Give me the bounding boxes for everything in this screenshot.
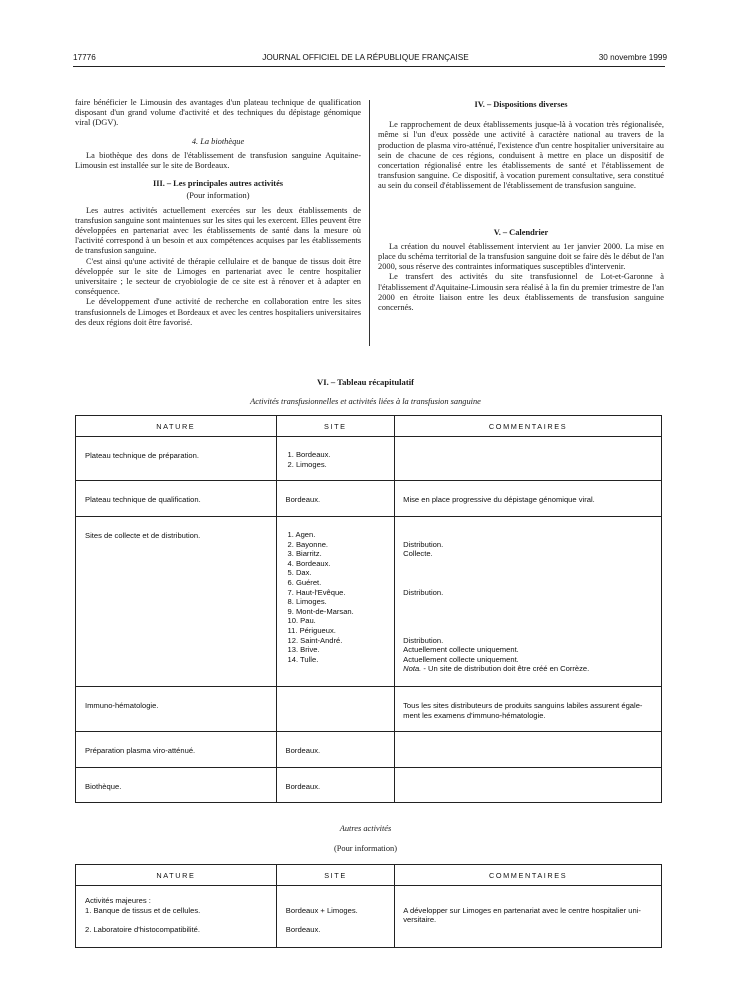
table-section-subtitle: Activités transfusionnelles et activités liées à la transfusion sanguine: [250, 397, 481, 406]
table-row: [76, 481, 662, 517]
table-row: [76, 687, 662, 732]
paragraph: Le développement d'une activité de recherche en collaboration entre les sites transfusionnels de Limoges et Bordeaux et avec les centres hospitaliers universitaires des deux régions doit être favorisé.: [75, 297, 361, 327]
comment-line: Actuellement collecte uniquement.: [403, 654, 519, 664]
site-cell: [277, 886, 394, 934]
summary-table: [75, 415, 662, 803]
site-item: 11. Périgueux.: [287, 625, 336, 635]
table-row: [76, 768, 662, 803]
publication-date: 30 novembre 1999: [598, 53, 667, 62]
table-row: [76, 732, 662, 768]
comment-line: Distribution.: [403, 635, 444, 645]
other-activities-subtitle: (Pour information): [333, 844, 398, 853]
comment-cell: [395, 437, 661, 451]
site-cell: Bordeaux.: [285, 495, 321, 504]
paragraph: faire bénéficier le Limousin des avantages d'un plateau technique de qualification disposant d'un grand volume d'activité et des techniques du dépistage génomique viral (DGV).: [75, 98, 361, 128]
table-section-title: VI. – Tableau récapitulatif: [317, 377, 414, 387]
column-divider: [369, 100, 370, 346]
site-item: 8. Limoges.: [287, 597, 327, 607]
site-line: [286, 896, 388, 906]
site-item: 6. Guéret.: [287, 577, 322, 587]
comment-line: [403, 896, 655, 906]
paragraph: La création du nouvel établissement intervient au 1er janvier 2000. La mise en place du schéma territorial de la transfusion sanguine doit se faire dès le début de l'an 2000, sous réserve des contraintes informatiques susceptibles d'intervenir.: [378, 241, 664, 272]
comment-line: A développer sur Limoges en partenariat avec le centre hospitalier uni-: [403, 905, 641, 915]
journal-title: JOURNAL OFFICIEL DE LA RÉPUBLIQUE FRANÇAISE: [262, 53, 469, 62]
nature-cell: [76, 886, 276, 934]
site-item: 9. Mont-de-Marsan.: [287, 606, 354, 616]
site-cell: [277, 687, 395, 701]
section-heading: IV. – Dispositions diverses: [474, 100, 568, 109]
column-header-site: SITE: [276, 865, 394, 886]
comment-line: Actuellement collecte uniquement.: [403, 645, 519, 655]
site-item: 2. Bayonne.: [287, 539, 329, 549]
nature-cell: Plateau technique de préparation.: [85, 451, 199, 460]
site-line: Bordeaux.: [285, 924, 321, 934]
comment-line: [403, 568, 655, 578]
section-heading: 4. La biothèque: [191, 136, 245, 146]
site-item: 7. Haut-l'Evêque.: [287, 587, 346, 597]
section-heading: III. – Les principales autres activités: [152, 179, 284, 189]
comment-line: Distribution.: [403, 587, 444, 597]
comment-cell: [395, 517, 661, 674]
comment-cell: [395, 768, 661, 782]
site-item: 1. Agen.: [287, 530, 316, 539]
site-item: 2. Limoges.: [287, 459, 327, 469]
paragraph: Le transfert des activités du site transfusionnel de Lot-et-Garonne à l'établissement d'Aquitaine-Limousin sera réalisé à la fin du premier trimestre de l'an 2000 en étroite liaison entre les deux établissements de transfusion sanguine concernés.: [378, 272, 664, 313]
site-item: 10. Pau.: [287, 616, 316, 626]
site-item: 3. Biarritz.: [287, 549, 322, 559]
comment-line: Collecte.: [403, 549, 433, 559]
site-cell: Bordeaux.: [285, 746, 321, 755]
site-cell: [277, 437, 395, 469]
site-item: 12. Saint-André.: [287, 635, 343, 645]
comment-line: [403, 578, 655, 588]
site-item: 1. Bordeaux.: [287, 450, 331, 459]
site-item: 13. Brive.: [287, 645, 320, 655]
comment-line: [403, 607, 655, 617]
site-item: 14. Tulle.: [287, 654, 319, 664]
comment-cell: Mise en place progressive du dépistage génomique viral.: [403, 495, 595, 504]
comment-line: [403, 626, 655, 636]
column-header-site: SITE: [276, 416, 395, 437]
nota-label: Nota.: [403, 664, 422, 674]
nature-line: Activités majeures :: [85, 896, 151, 905]
header-rule: [73, 66, 665, 67]
page-number: 17776: [73, 53, 96, 62]
comment-cell: [395, 886, 661, 925]
comment-line: versitaire.: [403, 915, 437, 925]
nature-line: 2. Laboratoire d'histocompatibilité.: [85, 924, 201, 934]
section-heading: V. – Calendrier: [493, 227, 549, 237]
comment-line: [403, 616, 655, 626]
column-header-commentaires: COMMENTAIRES: [395, 416, 662, 437]
column-header-commentaires: COMMENTAIRES: [395, 865, 662, 886]
other-activities-table: [75, 864, 662, 948]
comment-line: Distribution.: [403, 539, 444, 549]
site-item: 5. Dax.: [287, 568, 312, 578]
comment-cell: [395, 732, 661, 746]
comment-line: [403, 597, 655, 607]
paragraph: Le rapprochement de deux établissements jusque-là à vocation très régionalisée, même si l'un d'eux possède une activité à caractère national au travers de la production de plasma viro-atténué, l'existence d'un centre hospitalier universitaire au sein de chacune de ces régions, conduisent à mettre en place un dispositif de concertation régionalisé entre les établissements de santé et l'établissement de transfusion sanguine. Ce dispositif, à vocation purement consultative, sera constitué au sein du conseil d'établissement de l'établissement de transfusion sanguine.: [378, 120, 664, 191]
paragraph: La biothèque des dons de l'établissement de transfusion sanguine Aquitaine-Limousin est installée sur le site de Bordeaux.: [75, 150, 361, 171]
site-item: 4. Bordeaux.: [287, 558, 331, 568]
nature-cell: Plateau technique de qualification.: [85, 495, 201, 504]
right-column: [378, 98, 664, 313]
nota-line: [403, 664, 655, 674]
other-activities-title: Autres activités: [339, 824, 392, 833]
comment-line: [403, 530, 655, 540]
section-subheading: (Pour information): [186, 191, 250, 201]
nature-cell: Sites de collecte et de distribution.: [85, 531, 201, 540]
table-row: [76, 517, 662, 687]
comment-cell: [395, 687, 661, 720]
site-line: [286, 915, 388, 925]
comment-line: Tous les sites distributeurs de produits sanguins labiles assurent égale-: [403, 701, 643, 710]
column-header-nature: NATURE: [76, 865, 277, 886]
paragraph: Les autres activités actuellement exercées sur les deux établissements de transfusion sanguine sont maintenues sur les sites qui les exercent. Elles peuvent être développées en partenariat avec les établissements de santé dans la mesure où l'activité correspond à un besoin et aux compétences acquises par les établissements de transfusion sanguine.: [75, 205, 361, 256]
nature-line: 1. Banque de tissus et de cellules.: [85, 905, 201, 915]
table-row: [76, 886, 662, 948]
site-cell: [277, 517, 395, 664]
site-line: Bordeaux + Limoges.: [285, 905, 358, 915]
paragraph: C'est ainsi qu'une activité de thérapie cellulaire et de banque de tissus doit être développée sur le site de Limoges en partenariat avec le centre hospitalier universitaire ; le secteur de cryobiologie de ce site est à rénover et à adapter en conséquence.: [75, 256, 361, 297]
column-header-nature: NATURE: [76, 416, 277, 437]
left-column: [75, 98, 361, 328]
table-row: [76, 437, 662, 481]
nature-line: [85, 915, 267, 925]
nota-text: - Un site de distribution doit être créé en Corrèze.: [421, 664, 590, 674]
comment-line: ment les examens d'immuno-hématologie.: [403, 710, 546, 720]
nature-cell: Biothèque.: [85, 782, 122, 791]
nature-cell: Préparation plasma viro-atténué.: [85, 746, 196, 755]
comment-line: [403, 559, 655, 569]
nature-cell: Immuno-hématologie.: [85, 701, 159, 710]
site-cell: Bordeaux.: [285, 782, 321, 791]
